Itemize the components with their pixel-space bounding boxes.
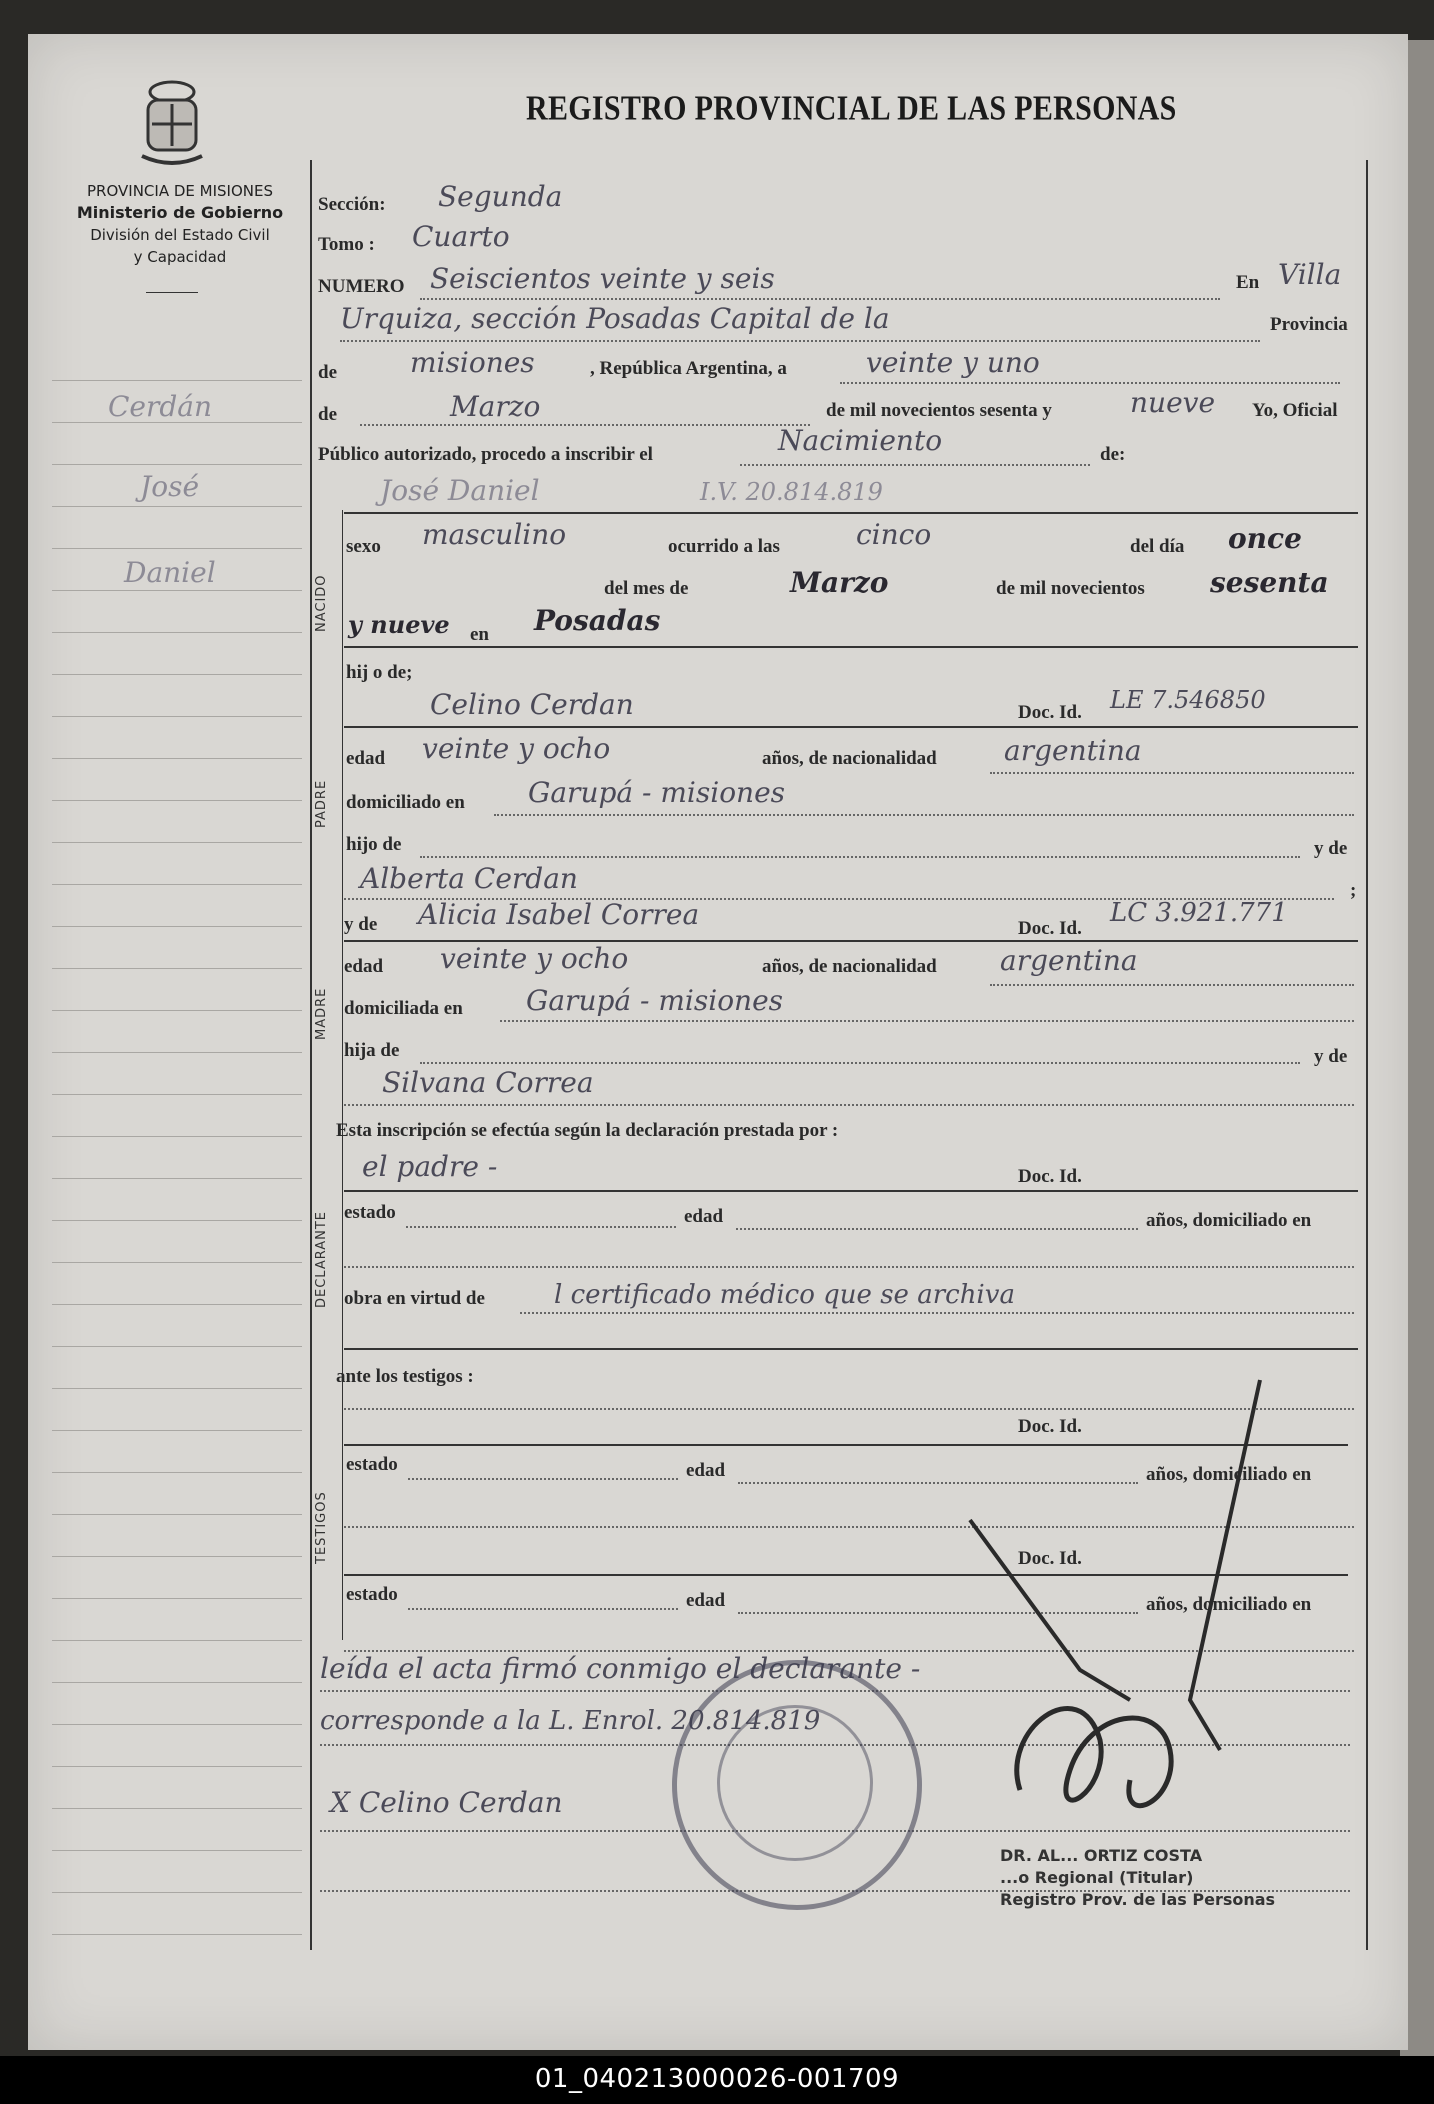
margin-line [52,1724,302,1725]
official-seal-stamp [672,1660,922,1910]
declarante-estado-line [406,1226,676,1228]
publico-label: Público autorizado, procedo a inscribir el [318,444,653,465]
nacido-section-label: NACIDO [314,574,329,632]
abuela-mat-value: Silvana Correa [382,1066,594,1099]
anio-value: nueve [1130,386,1216,419]
margin-line [52,1136,302,1137]
padre-nac-value: argentina [1004,734,1142,767]
testigos-label: ante los testigos : [336,1366,474,1387]
madre-edad-value: veinte y ocho [440,942,629,975]
margin-line [52,1388,302,1389]
fecha-mes-value: Marzo [450,390,541,423]
madre-nac-label: años, de nacionalidad [762,956,937,977]
en-label: En [1236,272,1260,293]
official-office: Registro Prov. de las Personas [1000,1890,1276,1909]
dept-underline [146,292,198,293]
testigo-2-dom-label: años, domiciliado en [1146,1594,1312,1615]
provincia-label: Provincia [1270,314,1348,335]
padre-nac-line [990,772,1354,774]
margin-line [52,674,302,675]
margin-line [52,842,302,843]
padre-edad-label: edad [346,748,386,769]
section-vertical-rule [342,510,343,1640]
testigo-1-estado-line [408,1478,678,1480]
abuela-mat-line [344,1104,1354,1106]
nombre-value: José Daniel [380,474,540,507]
acto-value: Nacimiento [778,424,943,457]
tomo-label: Tomo : [318,234,375,255]
padre-dom-label: domiciliado en [346,792,465,813]
main-right-border [1366,160,1368,1950]
padre-hijo-label: hijo de [346,834,402,855]
dia-value: once [1228,522,1302,555]
de-colon-label: de: [1100,444,1126,465]
testigo-2-estado-line [408,1608,678,1610]
lugar-line [340,340,1260,342]
margin-line [52,1514,302,1515]
margin-line [52,1766,302,1767]
ministry-name: Ministerio de Gobierno [76,203,284,222]
numero-value: Seiscientos veinte y seis [430,262,775,295]
margin-line [52,548,302,549]
madre-section-label: MADRE [314,987,329,1040]
declarante-section-label: DECLARANTE [314,1210,329,1308]
testigo-1-estado-label: estado [346,1454,398,1475]
nombre-doc-value: I.V. 20.814.819 [700,478,883,506]
del-mes-label: del mes de [604,578,689,599]
margin-line [52,464,302,465]
margin-line [52,1220,302,1221]
official-role: ...o Regional (Titular) [1000,1868,1194,1887]
hora-value: cinco [856,518,932,551]
margin-line [52,1010,302,1011]
margin-line [52,884,302,885]
department-heading [40,180,320,268]
numero-label: NUMERO [318,276,405,297]
abuela-pat-value: Alberta Cerdan [360,862,578,895]
margin-line [52,632,302,633]
margin-line [52,1304,302,1305]
margin-line [52,716,302,717]
testigo-2-estado-label: estado [346,1584,398,1605]
declarante-doc-label: Doc. Id. [1018,1166,1082,1187]
madre-hija-line [420,1062,1300,1064]
margin-line [52,758,302,759]
madre-dom-label: domiciliada en [344,998,463,1019]
hijo-de-label: hij o de; [346,662,413,683]
margin-surname: Cerdán [108,390,213,423]
closing-note-1: leída el acta firmó conmigo el declarante - [320,1652,921,1685]
margin-line [52,1892,302,1893]
testigo-1-edad-label: edad [686,1460,726,1481]
margin-line [52,1178,302,1179]
margin-line [52,1262,302,1263]
sexo-label: sexo [346,536,381,557]
testigos-section-label: TESTIGOS [314,1491,329,1564]
margin-line [52,1556,302,1557]
margin-line [52,1640,302,1641]
testigo-1-doc-label: Doc. Id. [1018,1416,1082,1437]
margin-line [52,1430,302,1431]
declarante-value: el padre - [362,1150,498,1183]
image-caption: 01_040213000026-001709 [534,2064,900,2094]
declarante-dom-line [344,1266,1354,1268]
main-left-border [310,160,312,1950]
padre-dom-line [494,814,1354,816]
padre-hijo-line [420,856,1300,858]
margin-line [52,1472,302,1473]
declarante-name-rule [344,1190,1358,1192]
fecha-dia-line [840,382,1340,384]
declarante-estado-label: estado [344,1202,396,1223]
official-name: DR. AL... ORTIZ COSTA [1000,1846,1203,1865]
lugar-value: Urquiza, sección Posadas Capital de la [340,302,890,335]
obra-value: l certificado médico que se archiva [554,1280,1015,1310]
margin-line [52,1094,302,1095]
margin-line [52,1598,302,1599]
margin-line [52,1808,302,1809]
madre-edad-label: edad [344,956,384,977]
madre-y-de-label-2: y de [1314,1046,1348,1067]
seccion-value: Segunda [438,180,563,213]
margin-line [52,590,302,591]
madre-hija-label: hija de [344,1040,400,1061]
margin-line [52,506,302,507]
margin-line [52,1850,302,1851]
madre-nac-value: argentina [1000,944,1138,977]
padre-doc-value: LE 7.546850 [1110,686,1266,714]
declarante-dom-label: años, domiciliado en [1146,1210,1312,1231]
nombre-underline [344,512,1358,514]
madre-dom-line [500,1020,1354,1022]
mes-value: Marzo [790,566,889,599]
margin-line [52,926,302,927]
anio-nac-value: sesenta [1210,566,1329,599]
del-dia-label: del día [1130,536,1185,557]
province-name: PROVINCIA DE MISIONES [87,182,273,200]
sexo-value: masculino [422,518,567,551]
parent-signature: X Celino Cerdan [330,1786,563,1819]
padre-doc-label: Doc. Id. [1018,702,1082,723]
testigo-2-doc-label: Doc. Id. [1018,1548,1082,1569]
declarante-edad-line [736,1228,1138,1230]
republica-label: , República Argentina, a [590,358,787,379]
division-name: División del Estado Civil [90,226,270,244]
margin-line [52,800,302,801]
nacido-bottom-rule [344,646,1358,648]
semicolon: ; [1350,880,1357,901]
seccion-label: Sección: [318,194,386,215]
inscripcion-label: Esta inscripción se efectúa según la declaración prestada por : [336,1120,839,1141]
madre-y-de-label: y de [344,914,378,935]
en-lower-label: en [470,624,489,645]
obra-line [520,1312,1354,1314]
margin-name-2: Daniel [124,556,216,589]
provincia-value: misiones [410,346,535,379]
margin-line [52,1682,302,1683]
closing-note-2: corresponde a la L. Enrol. 20.814.819 [320,1706,821,1736]
tomo-value: Cuarto [412,220,510,253]
de-label-2: de [318,404,337,425]
numero-line [420,298,1220,300]
fecha-dia-value: veinte y uno [866,346,1040,379]
obra-label: obra en virtud de [344,1288,485,1309]
madre-nombre-value: Alicia Isabel Correa [418,898,700,931]
padre-y-de-label: y de [1314,838,1348,859]
padre-dom-value: Garupá - misiones [528,776,786,809]
margin-line [52,1934,302,1935]
acto-line [740,464,1090,466]
province-crest-icon [132,78,212,170]
de-label: de [318,362,337,383]
padre-edad-value: veinte y ocho [422,732,611,765]
padre-nac-label: años, de nacionalidad [762,748,937,769]
declarante-edad-label: edad [684,1206,724,1227]
margin-line [52,1052,302,1053]
ocurrido-label: ocurrido a las [668,536,780,557]
testigo-2-edad-label: edad [686,1590,726,1611]
padre-nombre-value: Celino Cerdan [430,688,634,721]
margin-line [52,968,302,969]
declarante-bottom-rule [344,1348,1358,1350]
de-mil-nov-label: de mil novecientos [996,578,1145,599]
madre-nac-line [990,984,1354,986]
margin-name-1: José [140,470,200,503]
testigo-1-dom-label: años, domiciliado en [1146,1464,1312,1485]
margin-line [52,1346,302,1347]
madre-dom-value: Garupá - misiones [526,984,784,1017]
padre-section-label: PADRE [314,779,329,828]
padre-name-rule [344,726,1358,728]
madre-doc-value: LC 3.921.771 [1110,898,1288,928]
page-title: REGISTRO PROVINCIAL DE LAS PERSONAS [526,89,1177,128]
de-mil-label: de mil novecientos sesenta y [826,400,1052,421]
fecha-mes-line [360,424,810,426]
en-value: Villa [1278,258,1342,291]
lugar-nac-value: Posadas [534,604,661,637]
madre-doc-label: Doc. Id. [1018,918,1082,939]
anio-nac-2-value: y nueve [348,610,450,639]
division-name-2: y Capacidad [133,248,227,266]
margin-line [52,380,302,381]
yo-oficial-label: Yo, Oficial [1252,400,1338,421]
